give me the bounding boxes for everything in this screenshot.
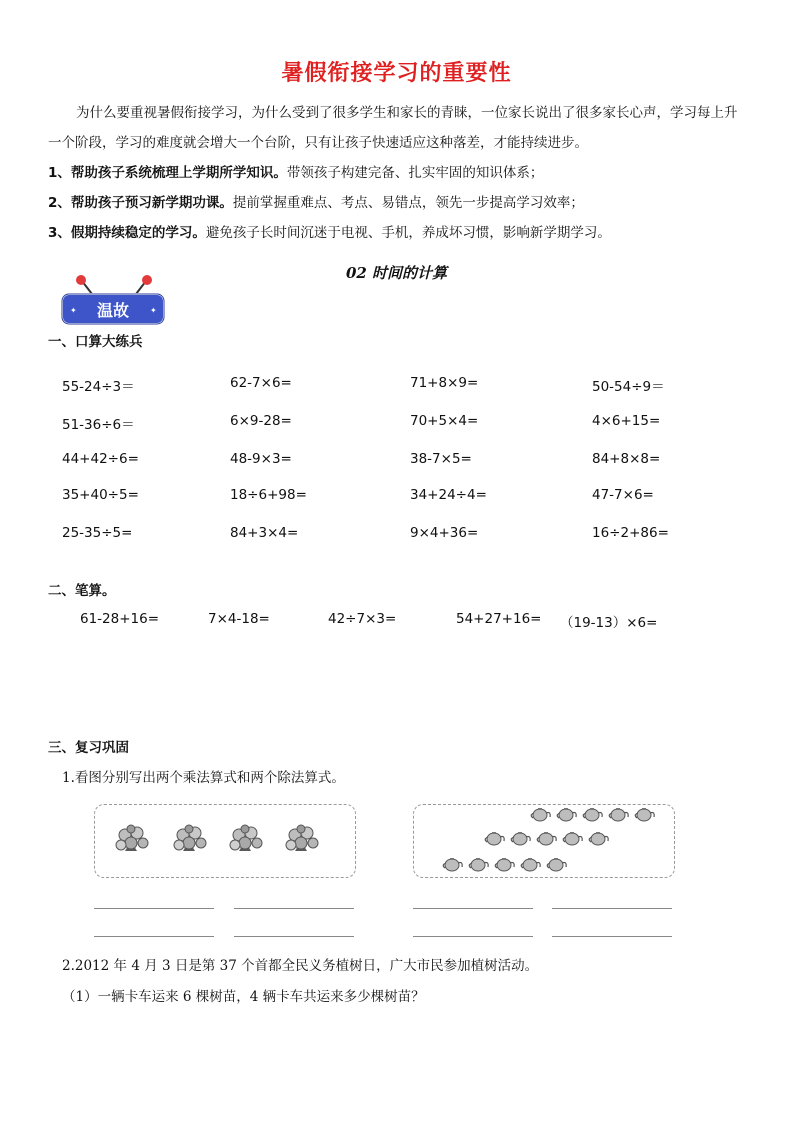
written-calc-4: 54+27+16= <box>456 611 542 627</box>
oral-calc-r2c1: 51-36÷6＝ <box>62 417 135 433</box>
written-calc-5: （19-13）×6= <box>560 615 658 631</box>
written-calc-2: 7×4-18= <box>208 611 270 627</box>
oral-calc-r5c3: 9×4+36= <box>410 525 479 541</box>
intro-block <box>48 98 748 248</box>
svg-text:✦: ✦ <box>150 306 157 315</box>
oral-calc-r4c1: 35+40÷5= <box>62 487 139 503</box>
answer-line[interactable] <box>413 936 533 937</box>
intro-point-2-text: 提前掌握重难点、考点、易错点，领先一步提高学习效率； <box>232 195 584 211</box>
question-1: 1.看图分别写出两个乘法算式和两个除法算式。 <box>62 770 345 786</box>
section1-heading: 一、口算大练兵 <box>48 334 143 350</box>
oral-calc-r1c4: 50-54÷9＝ <box>592 379 665 395</box>
picture-box-teapots <box>413 804 675 878</box>
intro-point-3-bold: 假期持续稳定的学习。 <box>70 225 206 241</box>
written-calc-1: 61-28+16= <box>80 611 160 627</box>
answer-line[interactable] <box>413 908 533 909</box>
answer-line[interactable] <box>94 908 214 909</box>
answer-line[interactable] <box>234 908 354 909</box>
question-2: 2.2012 年 4 月 3 日是第 37 个首都全民义务植树日，广大市民参加植树活动。 <box>62 958 539 974</box>
answer-line[interactable] <box>94 936 214 937</box>
page-title: 暑假衔接学习的重要性 <box>281 61 512 86</box>
written-calc-3: 42÷7×3= <box>328 611 397 627</box>
svg-text:✦: ✦ <box>70 306 77 315</box>
intro-point-2: 2、帮助孩子预习新学期功课。提前掌握重难点、考点、易错点，领先一步提高学习效率； <box>48 195 584 211</box>
oral-calc-r5c1: 25-35÷5= <box>62 525 133 541</box>
intro-point-1-text: 带领孩子构建完备、扎实牢固的知识体系； <box>286 165 544 181</box>
answer-line[interactable] <box>552 936 672 937</box>
oral-calc-r1c2: 62-7×6= <box>230 375 292 391</box>
section3-heading: 三、复习巩固 <box>48 740 129 756</box>
intro-paragraph: 为什么要重视暑假衔接学习，为什么受到了很多学生和家长的青睐，一位家长说出了很多家长心声，学习每上升一个阶段，学习的难度就会增大一个台阶，只有让孩子快速适应这种落差，才能持续进步。 <box>48 105 738 151</box>
badge-left-dot-icon <box>76 275 86 285</box>
oral-calc-r4c3: 34+24÷4= <box>410 487 487 503</box>
oral-calc-r4c2: 18÷6+98= <box>230 487 307 503</box>
oral-calc-r1c1: 55-24÷3＝ <box>62 379 135 395</box>
intro-point-1: 1、帮助孩子系统梳理上学期所学知识。带领孩子构建完备、扎实牢固的知识体系； <box>48 165 544 181</box>
intro-point-1-bold: 帮助孩子系统梳理上学期所学知识。 <box>70 165 287 181</box>
oral-calc-r3c3: 38-7×5= <box>410 451 472 467</box>
oral-calc-r5c2: 84+3×4= <box>230 525 299 541</box>
badge-label: 温故 <box>96 301 129 320</box>
badge-right-dot-icon <box>142 275 152 285</box>
intro-point-2-bold: 帮助孩子预习新学期功课。 <box>70 195 233 211</box>
oral-calc-r5c4: 16÷2+86= <box>592 525 669 541</box>
section2-heading: 二、笔算。 <box>48 583 116 599</box>
oral-calc-r3c4: 84+8×8= <box>592 451 661 467</box>
oral-calc-r3c1: 44+42÷6= <box>62 451 139 467</box>
oral-calc-r4c4: 47-7×6= <box>592 487 654 503</box>
intro-point-3: 3、假期持续稳定的学习。避免孩子长时间沉迷于电视、手机，养成坏习惯，影响新学期学习。 <box>48 225 611 241</box>
review-badge <box>58 272 170 328</box>
oral-calc-r2c4: 4×6+15= <box>592 413 661 429</box>
answer-line[interactable] <box>234 936 354 937</box>
oral-calc-r2c3: 70+5×4= <box>410 413 479 429</box>
flower-group-icon <box>95 805 355 877</box>
oral-calc-r2c2: 6×9-28= <box>230 413 292 429</box>
oral-calc-r1c3: 71+8×9= <box>410 375 479 391</box>
picture-box-flowers <box>94 804 356 878</box>
intro-point-3-text: 避免孩子长时间沉迷于电视、手机，养成坏习惯，影响新学期学习。 <box>205 225 611 241</box>
lesson-title: 02 时间的计算 <box>345 264 448 282</box>
question-2-part-1: （1）一辆卡车运来 6 棵树苗，4 辆卡车共运来多少棵树苗？ <box>62 989 425 1005</box>
oral-calc-r3c2: 48-9×3= <box>230 451 292 467</box>
teapot-group-icon <box>414 805 674 877</box>
answer-line[interactable] <box>552 908 672 909</box>
